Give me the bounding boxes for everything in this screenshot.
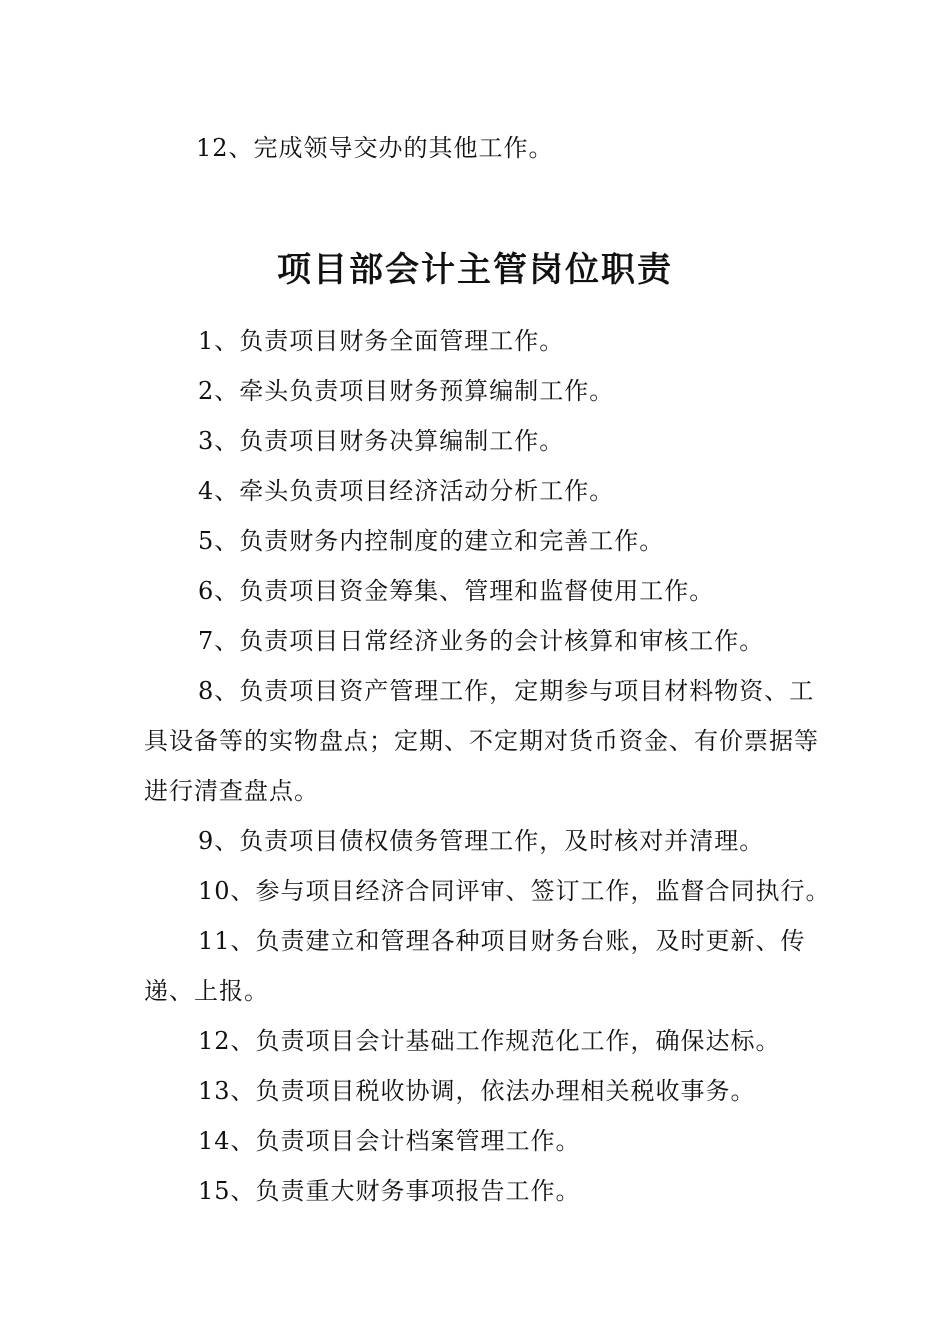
duty-item-7: 7、负责项目日常经济业务的会计核算和审核工作。 (198, 627, 765, 655)
duty-item-11-line-2: 递、上报。 (144, 977, 269, 1005)
page-title: 项目部会计主管岗位职责 (277, 250, 673, 290)
duty-item-8-line-1: 8、负责项目资产管理工作，定期参与项目材料物资、工 (198, 677, 815, 705)
duty-item-14: 14、负责项目会计档案管理工作。 (198, 1127, 581, 1155)
duty-item-15: 15、负责重大财务事项报告工作。 (198, 1177, 581, 1205)
duty-item-11-line-1: 11、负责建立和管理各种项目财务台账，及时更新、传 (198, 927, 806, 955)
duty-item-5: 5、负责财务内控制度的建立和完善工作。 (198, 527, 665, 555)
duty-item-3: 3、负责项目财务决算编制工作。 (198, 427, 565, 455)
duty-item-9: 9、负责项目债权债务管理工作，及时核对并清理。 (198, 827, 765, 855)
previous-section-item: 12、完成领导交办的其他工作。 (196, 134, 554, 162)
duty-item-1: 1、负责项目财务全面管理工作。 (198, 327, 565, 355)
duty-item-10: 10、参与项目经济合同评审、签订工作，监督合同执行。 (198, 877, 831, 905)
duty-item-8-line-2: 具设备等的实物盘点；定期、不定期对货币资金、有价票据等 (144, 727, 819, 755)
duty-item-2: 2、牵头负责项目财务预算编制工作。 (198, 377, 615, 405)
duty-item-6: 6、负责项目资金筹集、管理和监督使用工作。 (198, 577, 715, 605)
duty-item-4: 4、牵头负责项目经济活动分析工作。 (198, 477, 615, 505)
duty-item-12: 12、负责项目会计基础工作规范化工作，确保达标。 (198, 1027, 781, 1055)
duty-item-13: 13、负责项目税收协调，依法办理相关税收事务。 (198, 1077, 756, 1105)
duty-item-8-line-3: 进行清查盘点。 (144, 777, 319, 805)
